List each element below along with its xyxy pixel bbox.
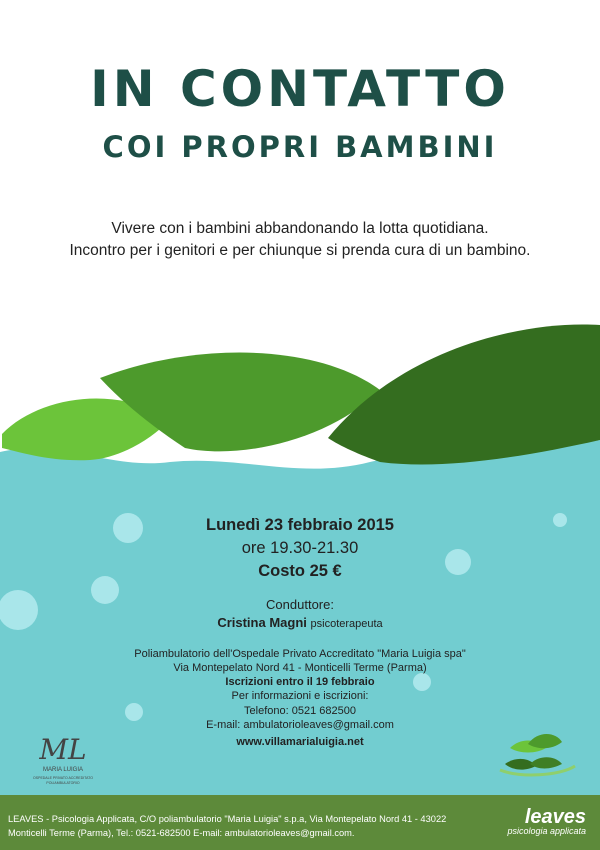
event-cost: Costo 25 € — [258, 562, 342, 580]
phone-number: Telefono: 0521 682500 — [244, 705, 356, 717]
leaves-wordmark: leaves — [524, 806, 586, 828]
logo-name: MARIA LUIGIA — [42, 767, 83, 773]
leaves-footer-logo — [507, 806, 586, 836]
monogram: ML — [39, 733, 87, 766]
footer-line-2: Monticelli Terme (Parma), Tel.: 0521-682500 E-mail: ambulatorioleaves@gmail.com. — [8, 828, 355, 838]
registration-deadline: Iscrizioni entro il 19 febbraio — [225, 676, 375, 688]
conductor-label: Conduttore: — [266, 597, 334, 612]
intro-text — [0, 218, 600, 262]
email-address[interactable]: E-mail: ambulatorioleaves@gmail.com — [206, 719, 394, 731]
poster-subtitle: COI PROPRI BAMBINI — [102, 130, 498, 164]
leaves-tagline: psicologia applicata — [507, 826, 586, 836]
poster-title: IN CONTATTO — [90, 60, 510, 118]
venue-name: Poliambulatorio dell'Ospedale Privato Accreditato "Maria Luigia spa" — [134, 648, 466, 660]
info-label: Per informazioni e iscrizioni: — [231, 690, 369, 702]
venue-address: Via Montepelato Nord 41 - Monticelli Terme (Parma) — [173, 662, 427, 674]
maria-luigia-logo — [28, 735, 98, 786]
event-date: Lunedì 23 febbraio 2015 — [206, 516, 394, 534]
intro-line-1: Vivere con i bambini abbandonando la lotta quotidiana. — [111, 220, 489, 237]
conductor-name: Cristina Magni — [217, 615, 307, 630]
conductor-role: psicoterapeuta — [310, 618, 383, 630]
footer-line-1: LEAVES - Psicologia Applicata, C/O poliambulatorio "Maria Luigia" s.p.a, Via Montepelato Nord 41 - 43022 — [8, 814, 447, 824]
website-link[interactable]: www.villamarialuigia.net — [236, 736, 364, 748]
conductor-line — [0, 615, 600, 630]
event-time: ore 19.30-21.30 — [241, 539, 359, 557]
intro-line-2: Incontro per i genitori e per chiunque si prenda cura di un bambino. — [69, 242, 531, 259]
logo-subtitle: OSPEDALE PRIVATO ACCREDITATO POLIAMBULATORIO — [33, 776, 93, 785]
